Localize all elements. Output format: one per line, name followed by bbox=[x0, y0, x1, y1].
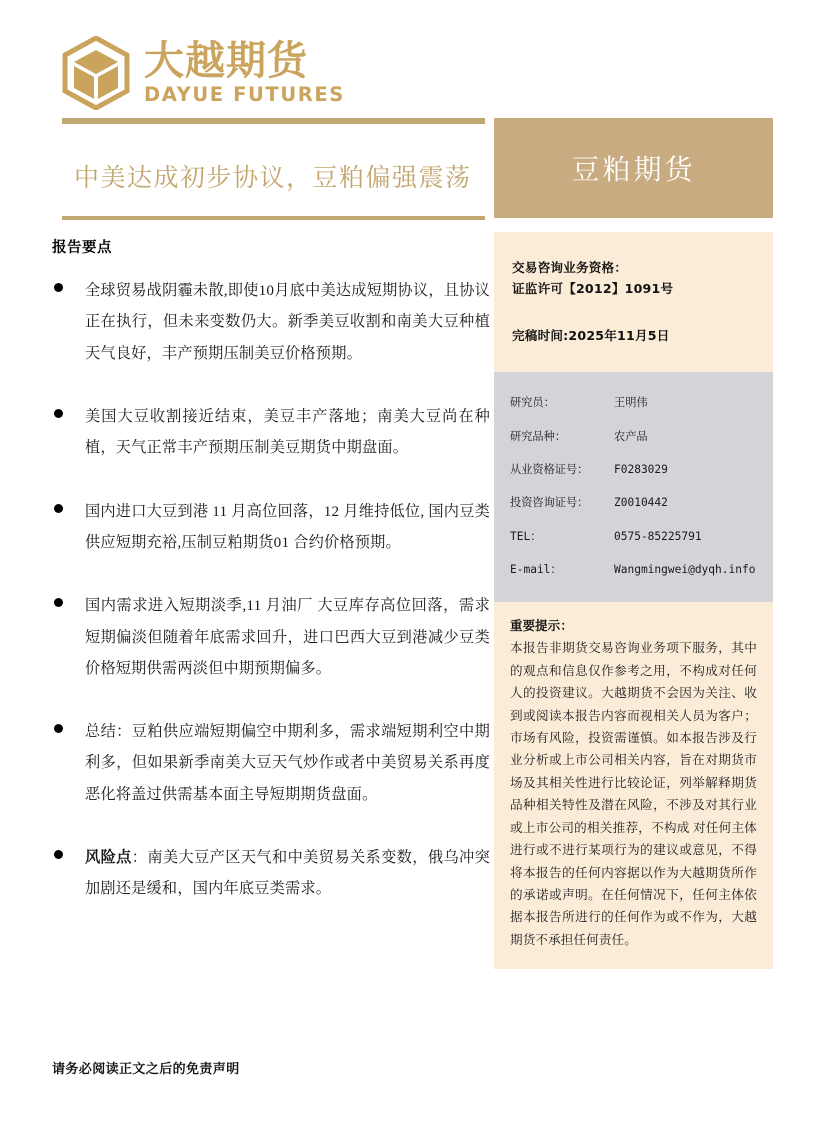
footer-disclaimer-note: 请务必阅读正文之后的免责声明 bbox=[52, 1062, 240, 1077]
table-row bbox=[510, 553, 757, 586]
row-value: 农产品 bbox=[614, 429, 648, 443]
bullet-dot-icon bbox=[54, 504, 63, 513]
product-name: 豆粕期货 bbox=[571, 155, 696, 186]
row-key: E-mail： bbox=[510, 563, 562, 577]
list-item bbox=[52, 496, 490, 559]
qualification-title: 交易咨询业务资格： bbox=[512, 260, 628, 275]
list-item-risk bbox=[52, 842, 490, 905]
title-area bbox=[62, 140, 485, 226]
list-item-body: 总结：豆粕供应端短期偏空中期利多，需求端短期利空中期利多，但如果新季南美大豆天气炒作或者中美贸易关系再度恶化将盖过供需基本面主导短期期货盘面。 bbox=[85, 723, 490, 803]
risk-label: 风险点 bbox=[85, 848, 132, 867]
completion-time: 完稿时间:2025年11月5日 bbox=[512, 327, 670, 343]
list-item-text bbox=[85, 716, 490, 810]
title-divider-rule bbox=[62, 216, 485, 220]
list-item-body: 国内进口大豆到港 11 月高位回落，12 月维持低位, 国内豆类供应短期充裕,压制豆粕期货01 合约价格预期。 bbox=[85, 502, 490, 551]
row-value-email[interactable]: Wangmingwei@dyqh.info bbox=[614, 563, 756, 577]
table-row bbox=[510, 520, 757, 553]
list-item-text bbox=[85, 401, 490, 464]
page-title: 中美达成初步协议，豆粕偏强震荡 bbox=[74, 165, 472, 192]
bullet-dot-icon bbox=[54, 724, 63, 733]
row-value: 王明伟 bbox=[614, 396, 648, 410]
qualification-license: 证监许可【2012】1091号 bbox=[512, 280, 674, 296]
list-item-body: 美国大豆收割接近结束，美豆丰产落地；南美大豆尚在种植，天气正常丰产预期压制美豆期货中期盘面。 bbox=[85, 407, 490, 457]
list-item bbox=[52, 401, 490, 464]
list-item-body: 全球贸易战阴霾未散,即使10月底中美达成短期协议，且协议正在执行，但未来变数仍大。新季美豆收割和南美大豆种植天气良好，丰产预期压制美豆价格预期。 bbox=[85, 282, 490, 362]
disclaimer-body: 本报告非期货交易咨询业务项下服务，其中的观点和信息仅作参考之用，不构成对任何人的投资建议。大越期货不会因为关注、收到或阅读本报告内容而视相关人员为客户；市场有风险，投资需谨慎。如本报告涉及行业分析或上市公司相关内容，旨在对期货市场及其相关性进行比较论证，列举解释期货品种相关特性及潜在风险，不涉及对其行业或上市公司的相关推荐，不构成 对任何主体进行或不进行某项行为的建议或意见，不得将本报告的任何内容据以作为大越期货所作的承诺或声明。在任何情况下，任何主体依据本报告所进行的任何作为或不作为，大越期货不承担任何责任。 bbox=[510, 641, 757, 947]
disclaimer-heading: 重要提示： bbox=[510, 618, 573, 634]
list-item-body: 国内需求进入短期淡季,11 月油厂 大豆库存高位回落，需求短期偏淡但随着年底需求回升，进口巴西大豆到港减少豆类价格短期供需两淡但中期预期偏多。 bbox=[85, 597, 490, 677]
list-item bbox=[52, 275, 490, 369]
highlights-heading: 报告要点 bbox=[52, 240, 112, 256]
list-item-text bbox=[85, 496, 490, 559]
qualification-panel bbox=[494, 232, 773, 372]
header-divider-rule bbox=[62, 118, 485, 124]
list-item bbox=[52, 590, 490, 684]
table-row bbox=[510, 453, 757, 486]
table-row bbox=[510, 386, 757, 419]
bullet-dot-icon bbox=[54, 598, 63, 607]
list-item-text bbox=[85, 590, 490, 684]
company-logo bbox=[62, 36, 345, 110]
row-key: 从业资格证号： bbox=[510, 463, 589, 477]
row-value: F0283029 bbox=[614, 463, 668, 477]
row-key: 投资咨询证号： bbox=[510, 496, 589, 510]
report-highlights bbox=[52, 236, 490, 937]
panel-spacer bbox=[512, 300, 755, 326]
row-key: 研究品种： bbox=[510, 429, 566, 443]
researcher-info-panel bbox=[494, 372, 773, 602]
disclaimer-panel bbox=[494, 602, 773, 969]
cube-hexagon-logo-icon bbox=[62, 36, 130, 110]
bullet-dot-icon bbox=[54, 409, 63, 418]
row-key: 研究员： bbox=[510, 396, 555, 410]
logo-chinese-name: 大越期货 bbox=[144, 38, 308, 85]
bullet-dot-icon bbox=[54, 850, 63, 859]
bullet-dot-icon bbox=[54, 283, 63, 292]
logo-wordmark bbox=[144, 38, 345, 107]
table-row bbox=[510, 486, 757, 519]
row-key: TEL： bbox=[510, 529, 542, 543]
researcher-info-table bbox=[510, 386, 757, 586]
list-item-text bbox=[85, 842, 490, 905]
row-value: Z0010442 bbox=[614, 496, 668, 510]
list-item-body: ：南美大豆产区天气和中美贸易关系变数，俄乌冲突加剧还是缓和，国内年底豆类需求。 bbox=[85, 849, 490, 898]
list-item bbox=[52, 716, 490, 810]
product-name-box bbox=[494, 118, 773, 218]
sidebar bbox=[494, 232, 773, 969]
list-item-text bbox=[85, 275, 490, 369]
table-row bbox=[510, 420, 757, 453]
row-value: 0575-85225791 bbox=[614, 529, 702, 543]
logo-english-name: DAYUE FUTURES bbox=[144, 83, 345, 107]
